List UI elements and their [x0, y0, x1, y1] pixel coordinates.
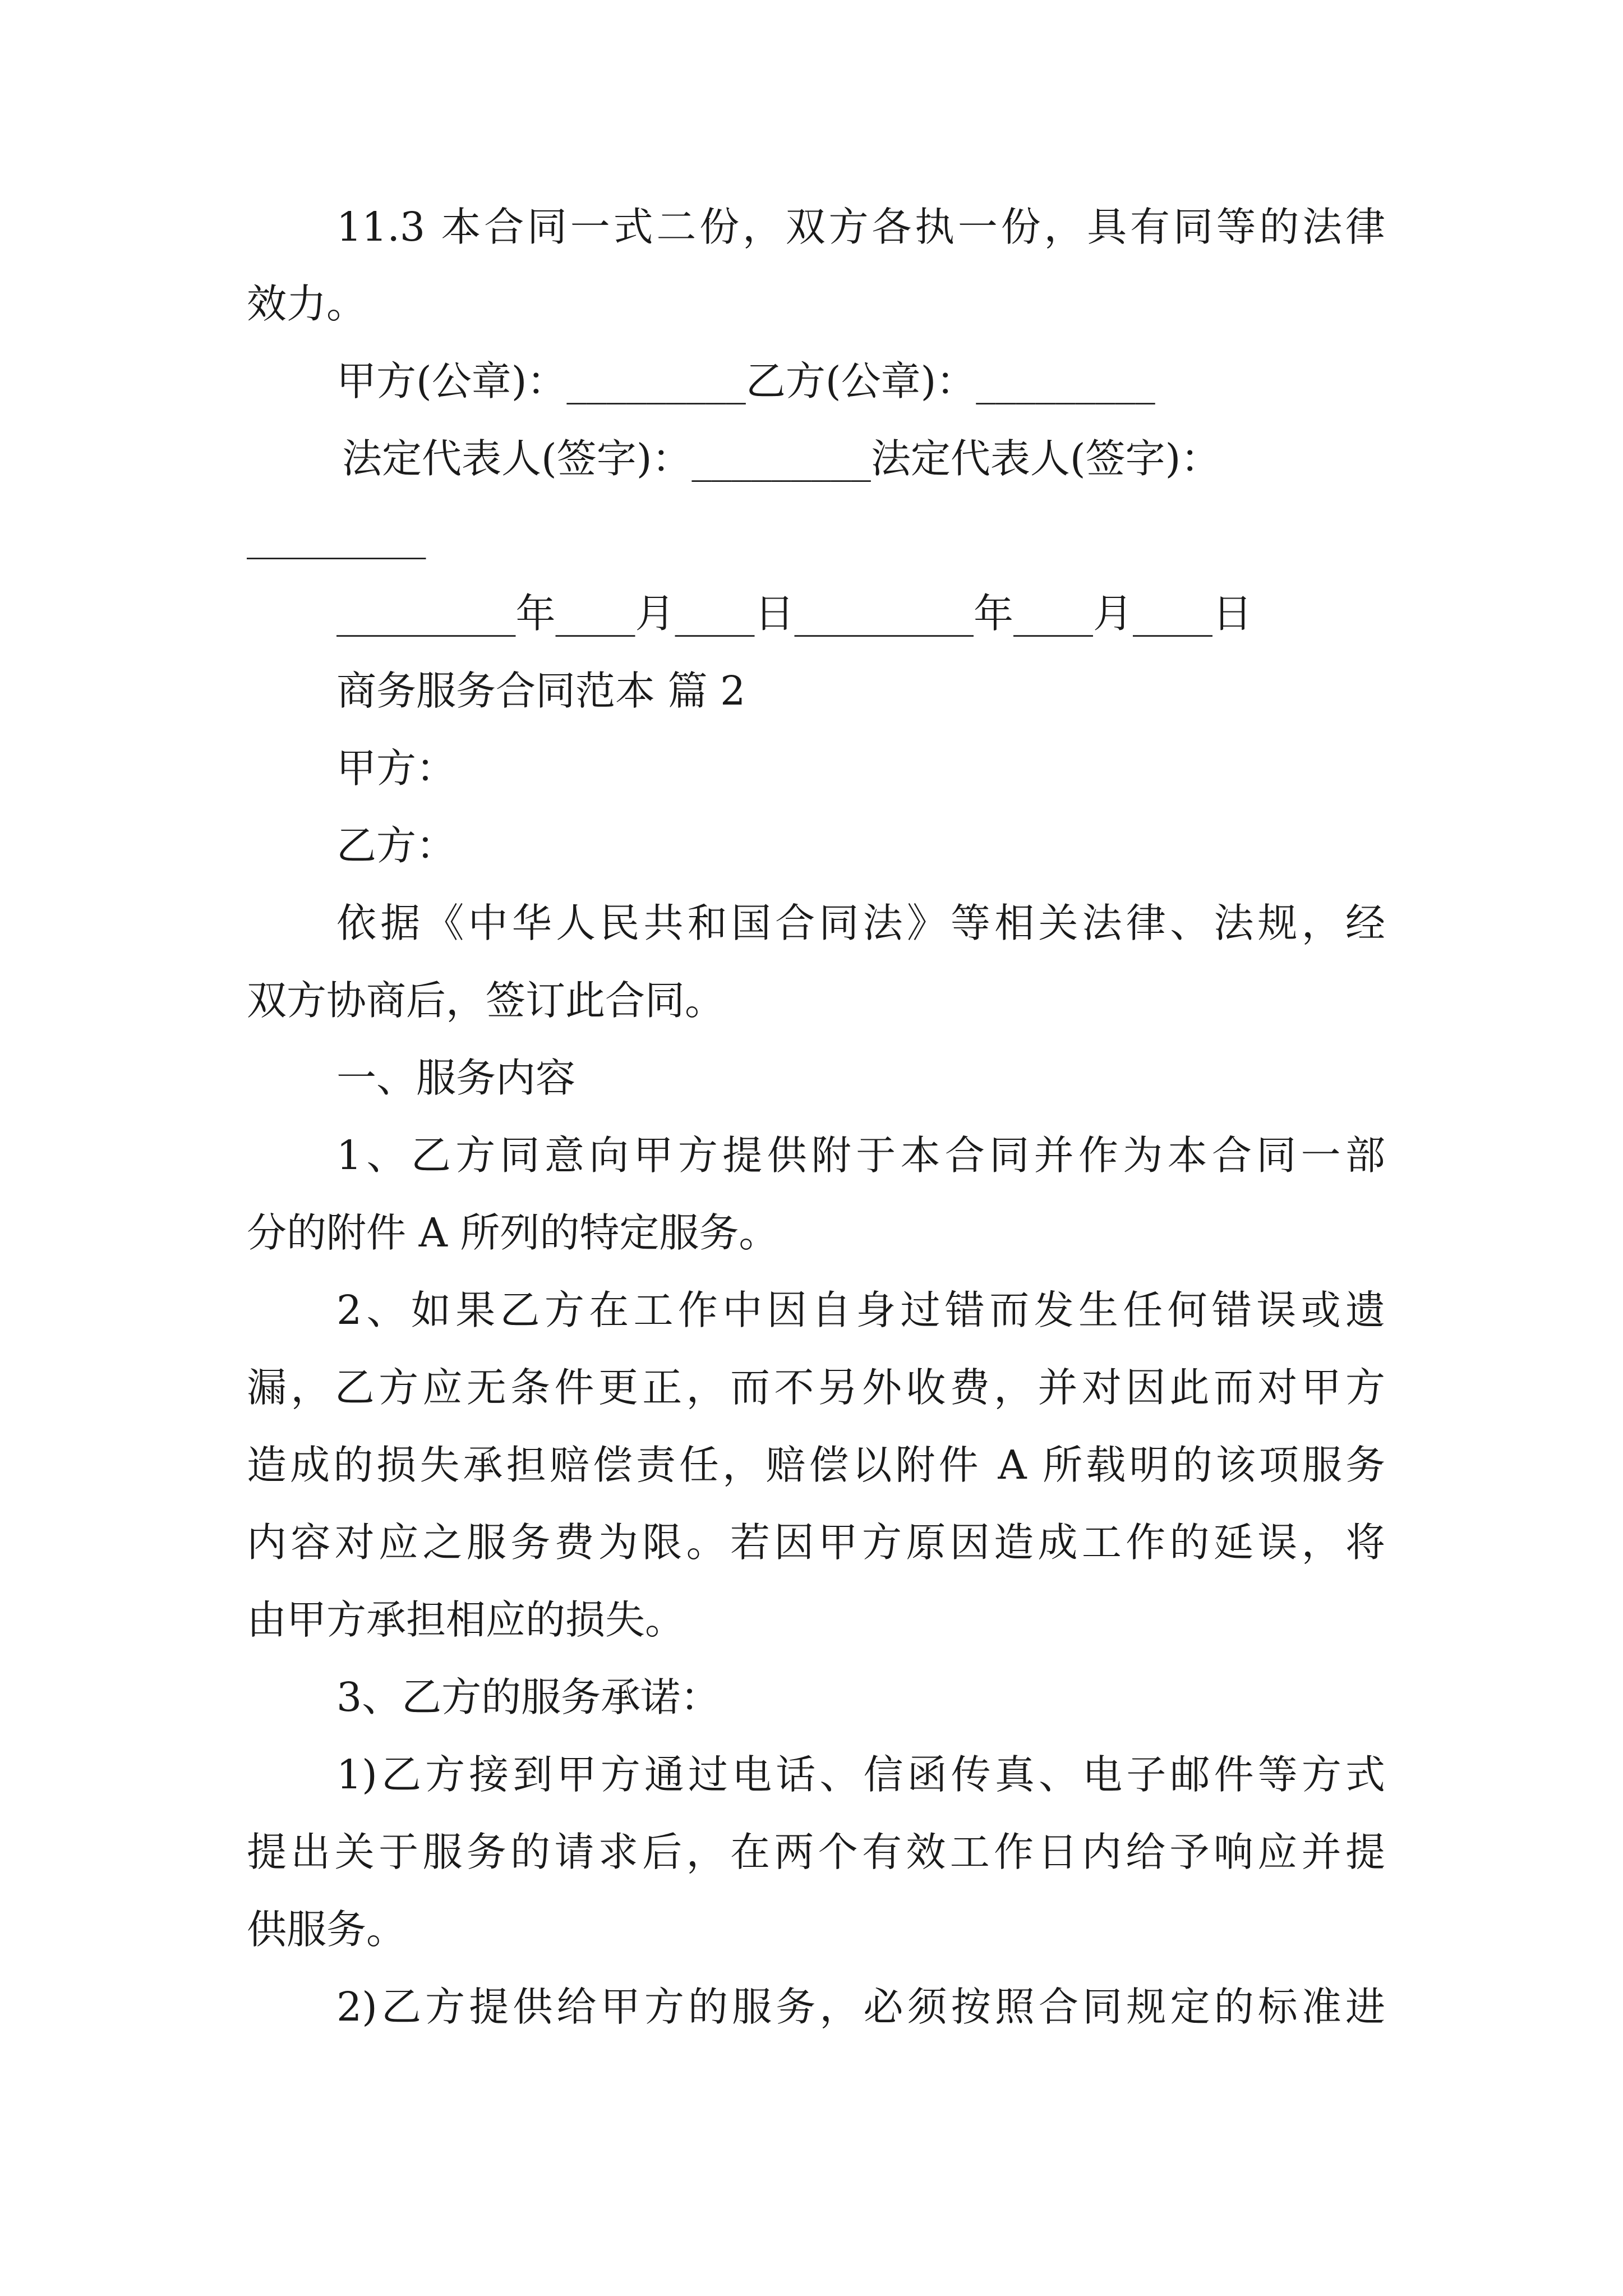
item-1-line-2: 分的附件 A 所列的特定服务。	[247, 1209, 779, 1256]
party-a-b-seal-line: 甲方(公章)：_________乙方(公章)：_________	[336, 358, 1155, 404]
party-b-label: 乙方：	[336, 822, 457, 869]
item-2-line-5: 由甲方承担相应的损失。	[247, 1596, 685, 1643]
section-title: 商务服务合同范本 篇 2	[336, 668, 746, 714]
item-2-line-1: 2、如果乙方在工作中因自身过错而发生任何错误或遗	[336, 1287, 1385, 1333]
clause-11-3-line-1: 11.3 本合同一式二份，双方各执一份，具有同等的法律	[336, 204, 1385, 250]
clause-11-3-line-2: 效力。	[247, 280, 367, 327]
date-line: _________年____月____日_________年____月____日	[336, 590, 1253, 637]
item-2-line-2: 漏，乙方应无条件更正，而不另外收费，并对因此而对甲方	[247, 1364, 1385, 1411]
item-2-line-3: 造成的损失承担赔偿责任，赔偿以附件 A 所载明的该项服务	[247, 1442, 1385, 1488]
party-a-label: 甲方：	[336, 745, 457, 792]
basis-paragraph-line-1: 依据《中华人民共和国合同法》等相关法律、法规，经	[336, 900, 1385, 946]
item-1-line-1: 1、乙方同意向甲方提供附于本合同并作为本合同一部	[336, 1132, 1385, 1179]
item-3-1-line-2: 提出关于服务的请求后，在两个有效工作日内给予响应并提	[247, 1829, 1385, 1875]
basis-paragraph-line-2: 双方协商后，签订此合同。	[247, 977, 725, 1024]
item-3-heading: 3、乙方的服务承诺：	[336, 1674, 721, 1720]
item-3-1-line-1: 1)乙方接到甲方通过电话、信函传真、电子邮件等方式	[336, 1751, 1385, 1798]
item-3-1-line-3: 供服务。	[247, 1906, 407, 1953]
heading-service-content: 一、服务内容	[336, 1055, 576, 1101]
signature-blank-line: _________	[247, 513, 426, 559]
item-2-line-4: 内容对应之服务费为限。若因甲方原因造成工作的延误，将	[247, 1519, 1385, 1566]
legal-representative-line: 法定代表人(签字)：_________法定代表人(签字)：	[342, 435, 1221, 482]
item-3-2-line-1: 2)乙方提供给甲方的服务，必须按照合同规定的标准进	[336, 1984, 1385, 2030]
